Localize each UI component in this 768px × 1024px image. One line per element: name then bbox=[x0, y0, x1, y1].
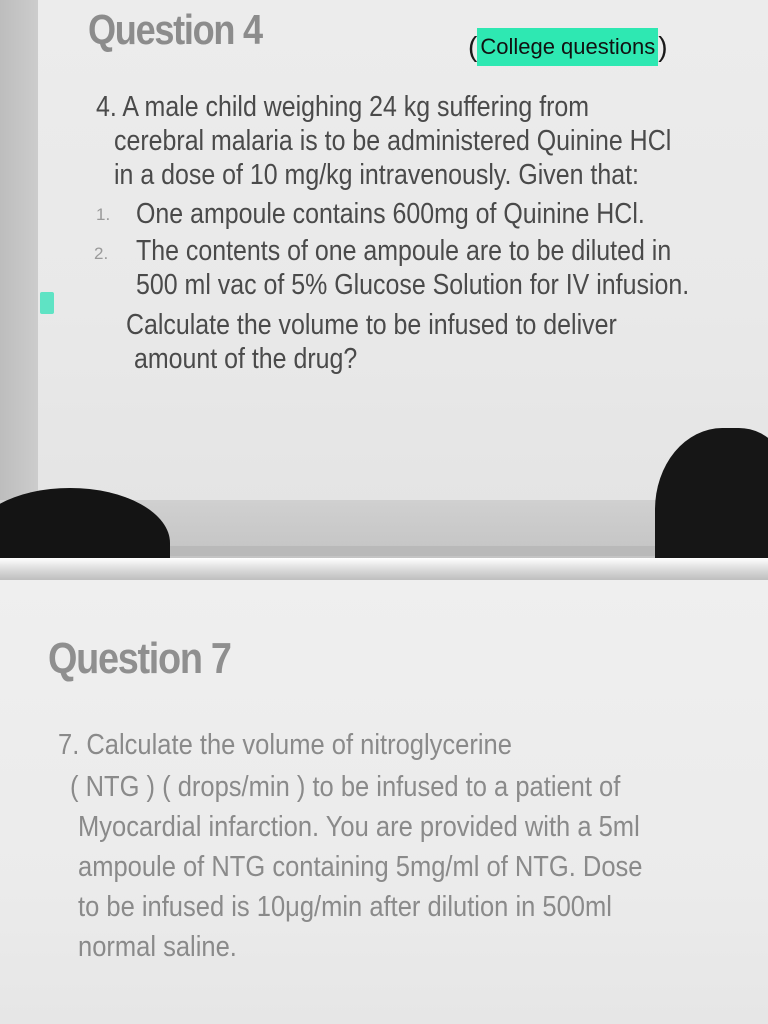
q7-line-1: 7. Calculate the volume of nitroglycerine bbox=[58, 729, 512, 761]
wall-edge bbox=[0, 0, 40, 500]
q4-ask-line-1: Calculate the volume to be infused to deliver bbox=[126, 309, 617, 341]
given-item-1-number: 1. bbox=[96, 205, 111, 224]
question-7-title: Question 7 bbox=[48, 634, 231, 683]
floor-beam bbox=[140, 546, 680, 556]
q7-line-4: ampoule of NTG containing 5mg/ml of NTG. Dose bbox=[78, 851, 643, 883]
q4-ask-line-2: amount of the drug? bbox=[134, 343, 358, 375]
given-item-2-text-line-1: The contents of one ampoule are to be diluted in bbox=[136, 235, 672, 267]
cyan-annotation-marker bbox=[40, 292, 54, 314]
q7-line-2: ( NTG ) ( drops/min ) to be infused to a patient of bbox=[70, 771, 621, 803]
question-4-title: Question 4 bbox=[88, 6, 262, 53]
q4-line-1: 4. A male child weighing 24 kg suffering from bbox=[96, 91, 590, 123]
q7-line-3: Myocardial infarction. You are provided with a 5ml bbox=[78, 811, 640, 843]
close-paren: ) bbox=[658, 31, 668, 62]
college-questions-tag bbox=[468, 28, 668, 66]
q4-line-3: in a dose of 10 mg/kg intravenously. Given that: bbox=[114, 159, 639, 191]
given-item-1-text: One ampoule contains 600mg of Quinine HCl. bbox=[136, 198, 645, 230]
q4-line-2: cerebral malaria is to be administered Quinine HCl bbox=[114, 125, 672, 157]
panel-divider bbox=[0, 558, 768, 580]
q7-line-6: normal saline. bbox=[78, 931, 237, 963]
q7-line-5: to be infused is 10μg/min after dilution in 500ml bbox=[78, 891, 612, 923]
open-paren: ( bbox=[468, 31, 478, 62]
given-item-2-number: 2. bbox=[94, 244, 109, 263]
given-item-2-text-line-2: 500 ml vac of 5% Glucose Solution for IV infusion. bbox=[136, 269, 690, 301]
question-7-photo bbox=[0, 580, 768, 1024]
college-questions-highlight: College questions bbox=[477, 28, 658, 66]
